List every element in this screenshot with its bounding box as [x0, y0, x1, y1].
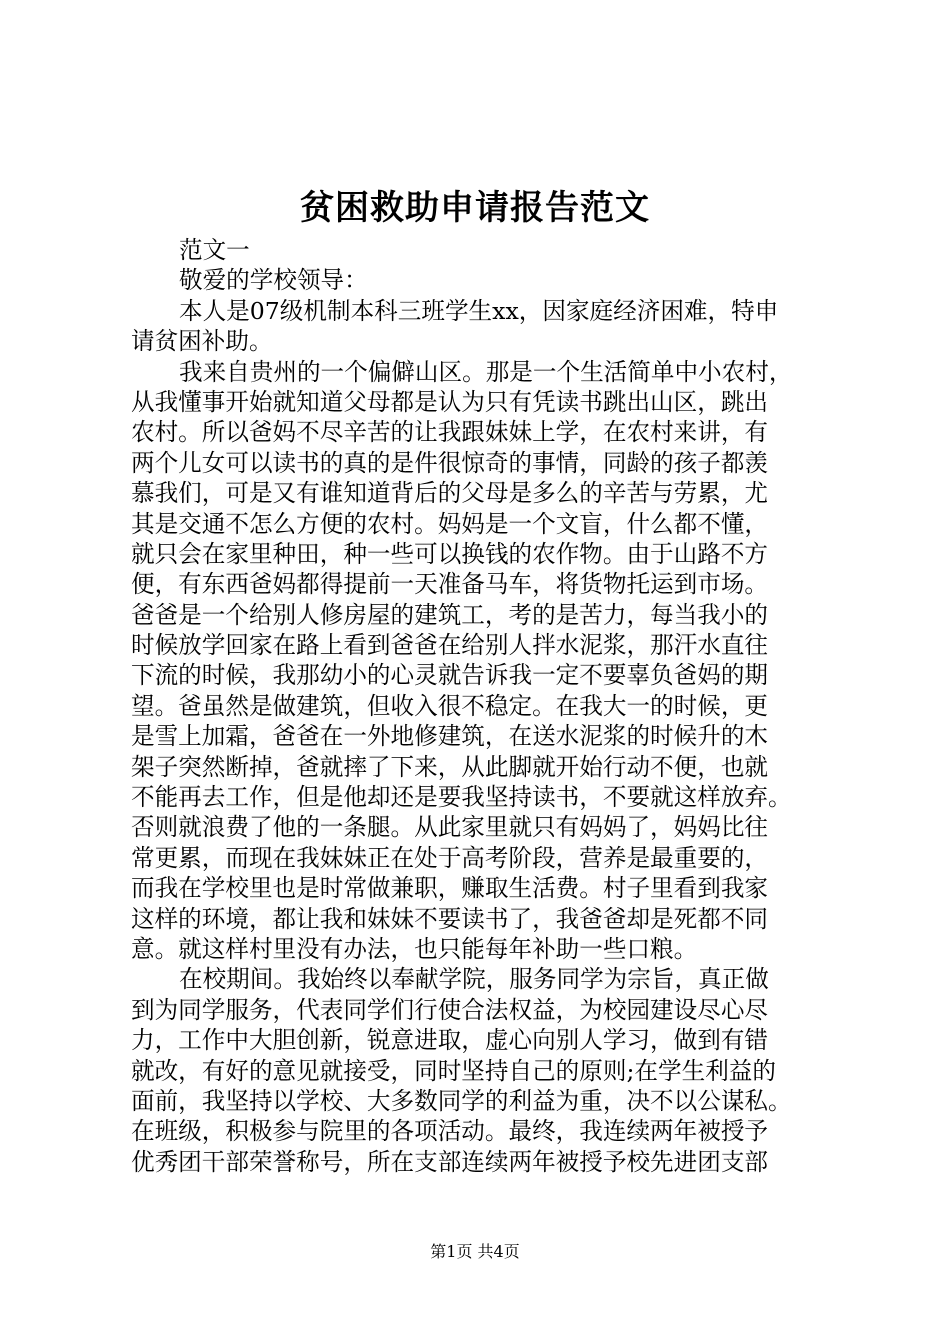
text-line: 慕我们，可是又有谁知道背后的父母是多么的辛苦与劳累，尤	[131, 479, 769, 508]
text-line: 望。爸虽然是做建筑，但收入很不稳定。在我大一的时候，更	[131, 691, 769, 720]
text-line: 我来自贵州的一个偏僻山区。那是一个生活简单中小农村，	[179, 357, 793, 386]
text-line: 而我在学校里也是时常做兼职，赚取生活费。村子里看到我家	[131, 874, 769, 903]
text-line: 敬爱的学校领导：	[179, 266, 368, 295]
text-line: 农村。所以爸妈不尽辛苦的让我跟妹妹上学，在农村来讲，有	[131, 418, 769, 447]
text-line: 从我懂事开始就知道父母都是认为只有凭读书跳出山区，跳出	[131, 387, 769, 416]
text-line: 力，工作中大胆创新，锐意进取，虚心向别人学习，做到有错	[131, 1026, 769, 1055]
text-line: 否则就浪费了他的一条腿。从此家里就只有妈妈了，妈妈比往	[131, 813, 769, 842]
text-line: 下流的时候，我那幼小的心灵就告诉我一定不要辜负爸妈的期	[131, 661, 769, 690]
text-line: 请贫困补助。	[131, 327, 273, 356]
text-line: 是雪上加霜，爸爸在一外地修建筑，在送水泥浆的时候升的木	[131, 722, 769, 751]
text-line: 架子突然断掉，爸就摔了下来，从此脚就开始行动不便，也就	[131, 752, 769, 781]
text-line: 常更累，而现在我妹妹正在处于高考阶段，营养是最重要的，	[131, 843, 769, 872]
text-line: 时候放学回家在路上看到爸爸在给别人拌水泥浆，那汗水直往	[131, 631, 769, 660]
document-title: 贫困救助申请报告范文	[300, 188, 650, 228]
text-line: 便，有东西爸妈都得提前一天准备马车，将货物托运到市场。	[131, 570, 769, 599]
text-line: 优秀团干部荣誉称号，所在支部连续两年被授予校先进团支部	[131, 1147, 769, 1176]
text-line: 到为同学服务，代表同学们行使合法权益，为校园建设尽心尽	[131, 995, 769, 1024]
text-line: 两个儿女可以读书的真的是件很惊奇的事情，同龄的孩子都羡	[131, 448, 769, 477]
text-line: 就改，有好的意见就接受，同时坚持自己的原则;在学生利益的	[131, 1056, 776, 1085]
text-line: 在班级，积极参与院里的各项活动。最终，我连续两年被授予	[131, 1117, 769, 1146]
text-line: 就只会在家里种田，种一些可以换钱的农作物。由于山路不方	[131, 539, 769, 568]
page-footer: 第1页 共4页	[430, 1242, 520, 1261]
text-line: 不能再去工作，但是他却还是要我坚持读书，不要就这样放弃。	[131, 783, 792, 812]
text-line: 本人是07级机制本科三班学生xx，因家庭经济困难，特申	[179, 296, 779, 325]
text-line: 面前，我坚持以学校、大多数同学的利益为重，决不以公谋私。	[131, 1086, 792, 1115]
text-line: 范文一	[179, 236, 250, 264]
document-body	[131, 235, 831, 1177]
text-line: 爸爸是一个给别人修房屋的建筑工，考的是苦力，每当我小的	[131, 600, 769, 629]
text-line: 意。就这样村里没有办法，也只能每年补助一些口粮。	[131, 934, 698, 963]
text-line: 在校期间。我始终以奉献学院，服务同学为宗旨，真正做	[179, 965, 769, 994]
text-line: 其是交通不怎么方便的农村。妈妈是一个文盲，什么都不懂，	[131, 509, 769, 538]
text-line: 这样的环境，都让我和妹妹不要读书了，我爸爸却是死都不同	[131, 904, 769, 933]
